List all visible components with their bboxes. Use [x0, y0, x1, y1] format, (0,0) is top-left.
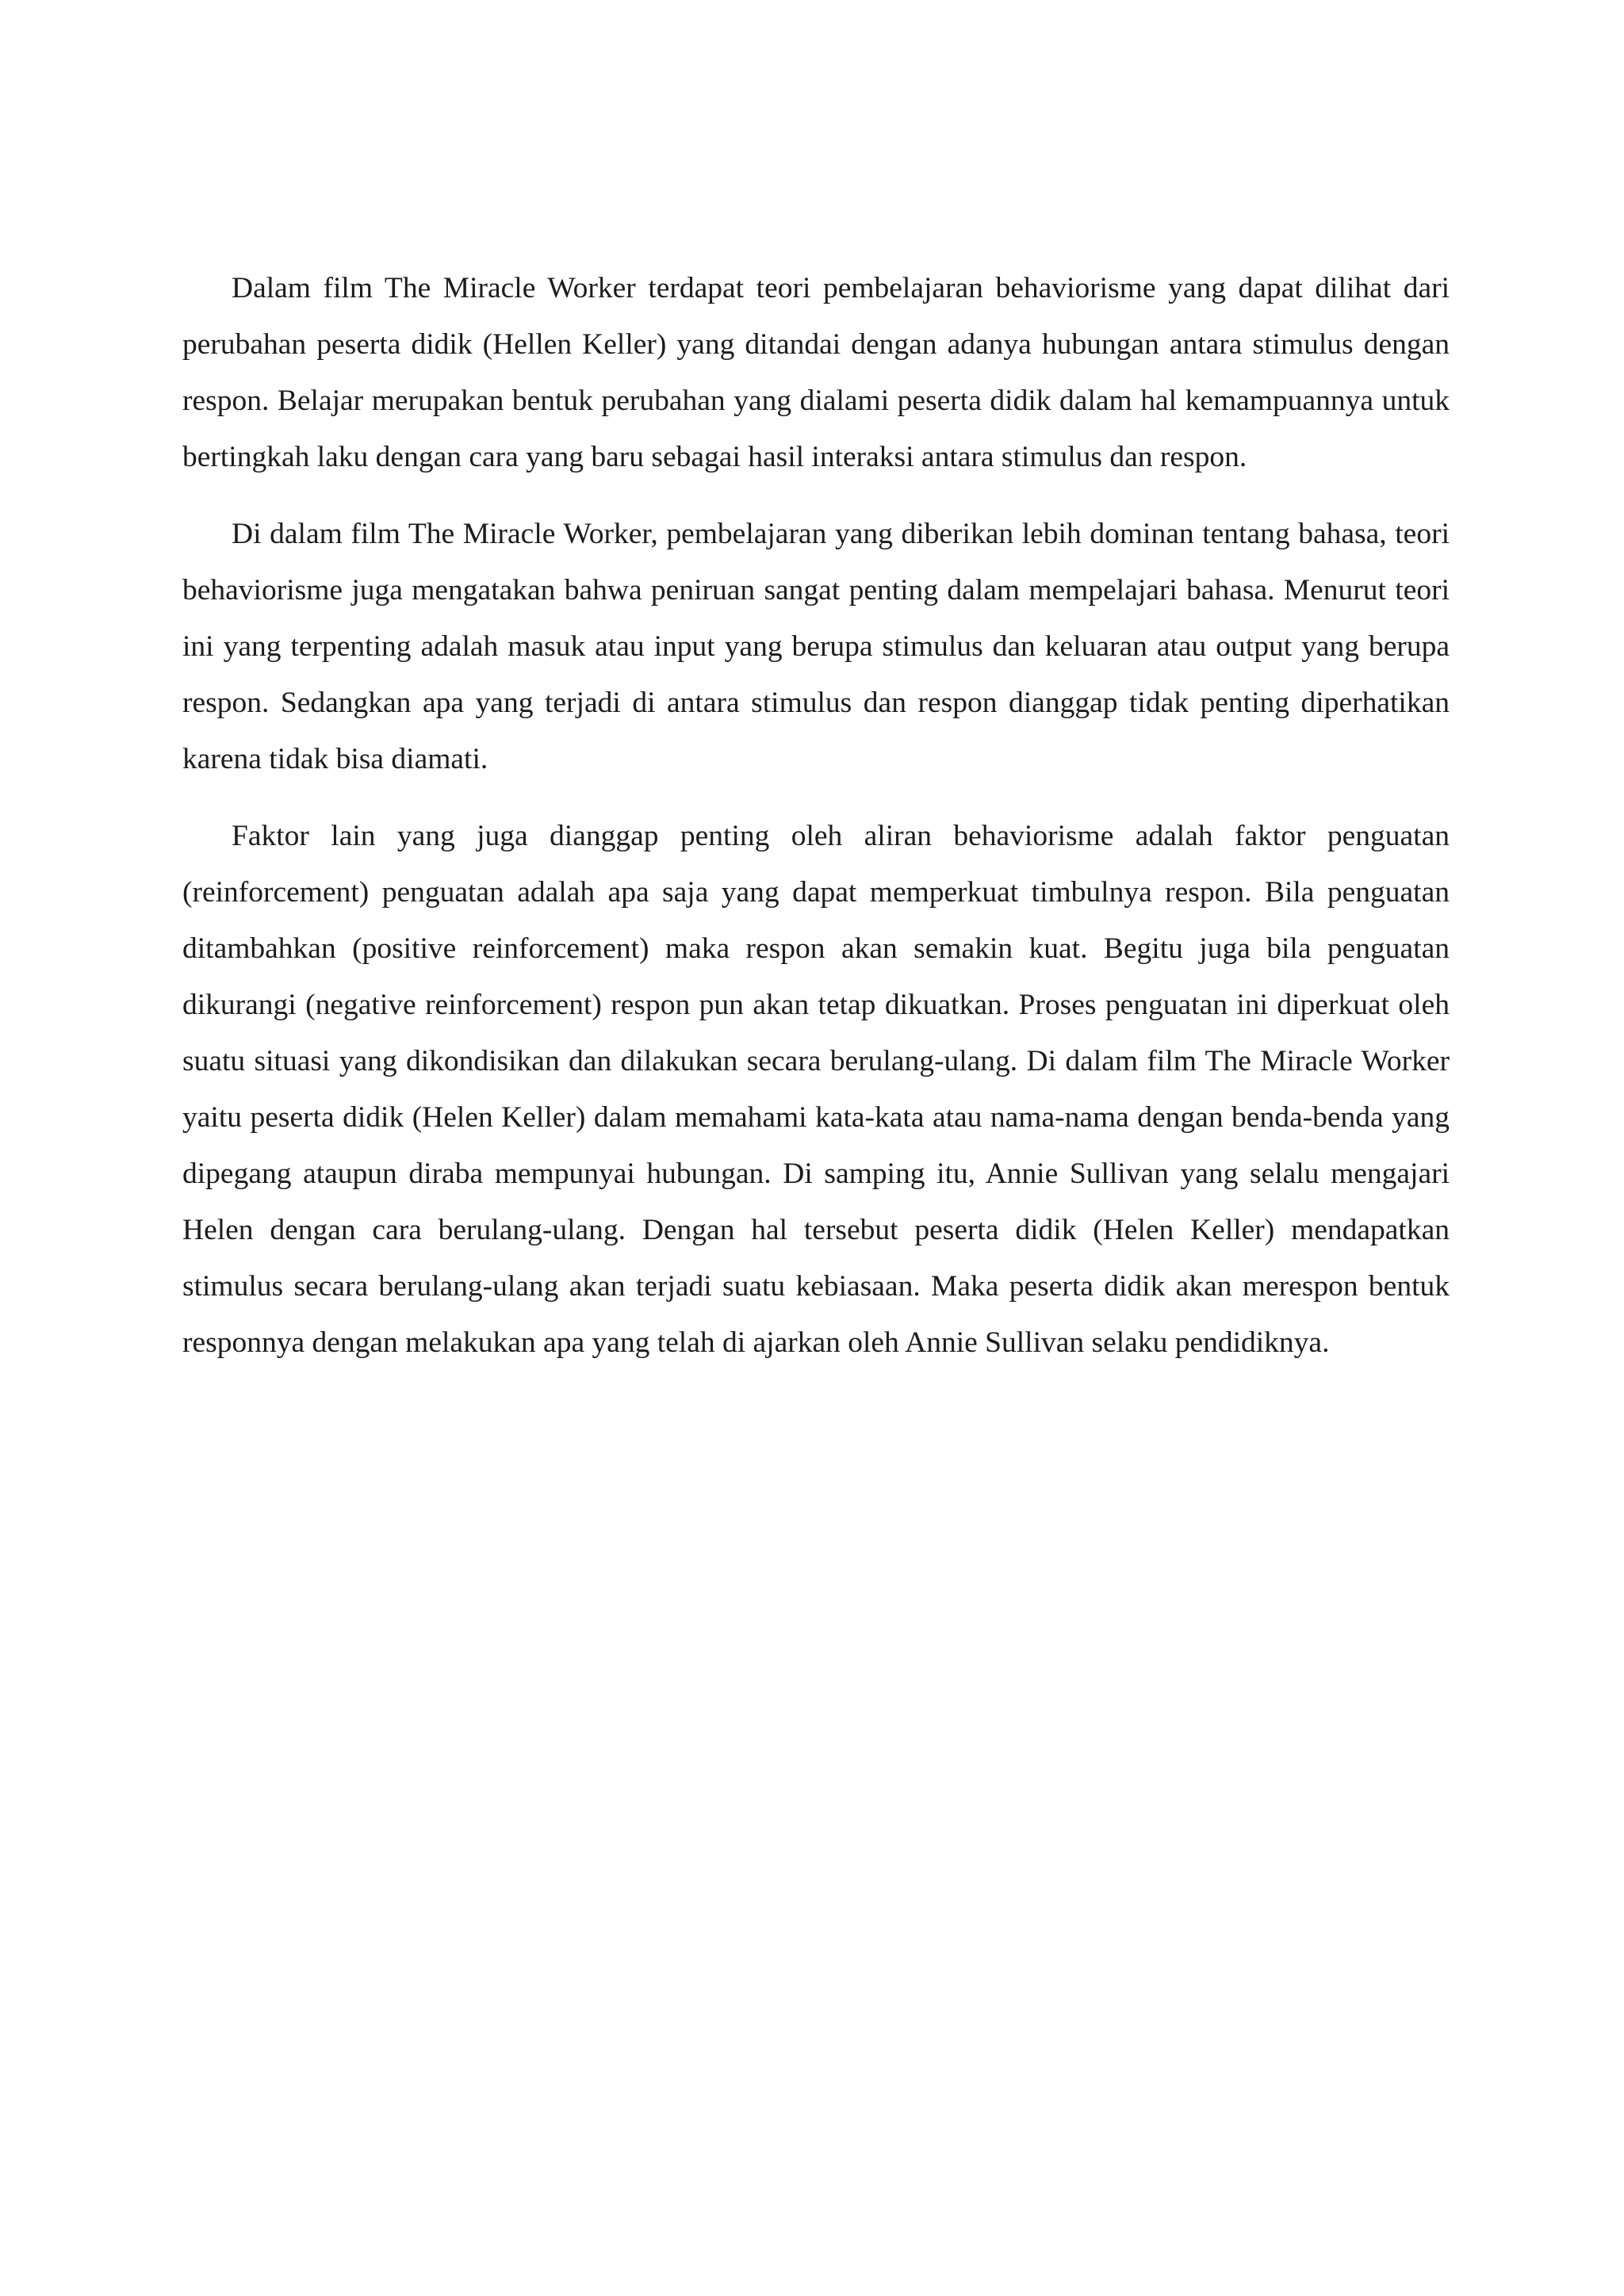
- paragraph-3: Faktor lain yang juga dianggap penting oleh aliran behaviorisme adalah faktor penguatan (reinforcement) penguatan adalah apa saja yang dapat memperkuat timbulnya respon. Bila penguatan ditambahkan (positive reinforcement) maka respon akan semakin kuat. Begitu juga bila penguatan dikurangi (negative reinforcement) respon pun akan tetap dikuatkan. Proses penguatan ini diperkuat oleh suatu situasi yang dikondisikan dan dilakukan secara berulang-ulang. Di dalam film The Miracle Worker yaitu peserta didik (Helen Keller) dalam memahami kata-kata atau nama-nama dengan benda-benda yang dipegang ataupun diraba mempunyai hubungan. Di samping itu, Annie Sullivan yang selalu mengajari Helen dengan cara berulang-ulang. Dengan hal tersebut peserta didik (Helen Keller) mendapatkan stimulus secara berulang-ulang akan terjadi suatu kebiasaan. Maka peserta didik akan merespon bentuk responnya dengan melakukan apa yang telah di ajarkan oleh Annie Sullivan selaku pendidiknya.: [182, 820, 1450, 1359]
- document-body: [182, 260, 1450, 1391]
- paragraph-2: Di dalam film The Miracle Worker, pembelajaran yang diberikan lebih dominan tentang bahasa, teori behaviorisme juga mengatakan bahwa peniruan sangat penting dalam mempelajari bahasa. Menurut teori ini yang terpenting adalah masuk atau input yang berupa stimulus dan keluaran atau output yang berupa respon. Sedangkan apa yang terjadi di antara stimulus dan respon dianggap tidak penting diperhatikan karena tidak bisa diamati.: [182, 518, 1450, 775]
- paragraph-1: Dalam film The Miracle Worker terdapat teori pembelajaran behaviorisme yang dapat dilihat dari perubahan peserta didik (Hellen Keller) yang ditandai dengan adanya hubungan antara stimulus dengan respon. Belajar merupakan bentuk perubahan yang dialami peserta didik dalam hal kemampuannya untuk bertingkah laku dengan cara yang baru sebagai hasil interaksi antara stimulus dan respon.: [182, 272, 1450, 473]
